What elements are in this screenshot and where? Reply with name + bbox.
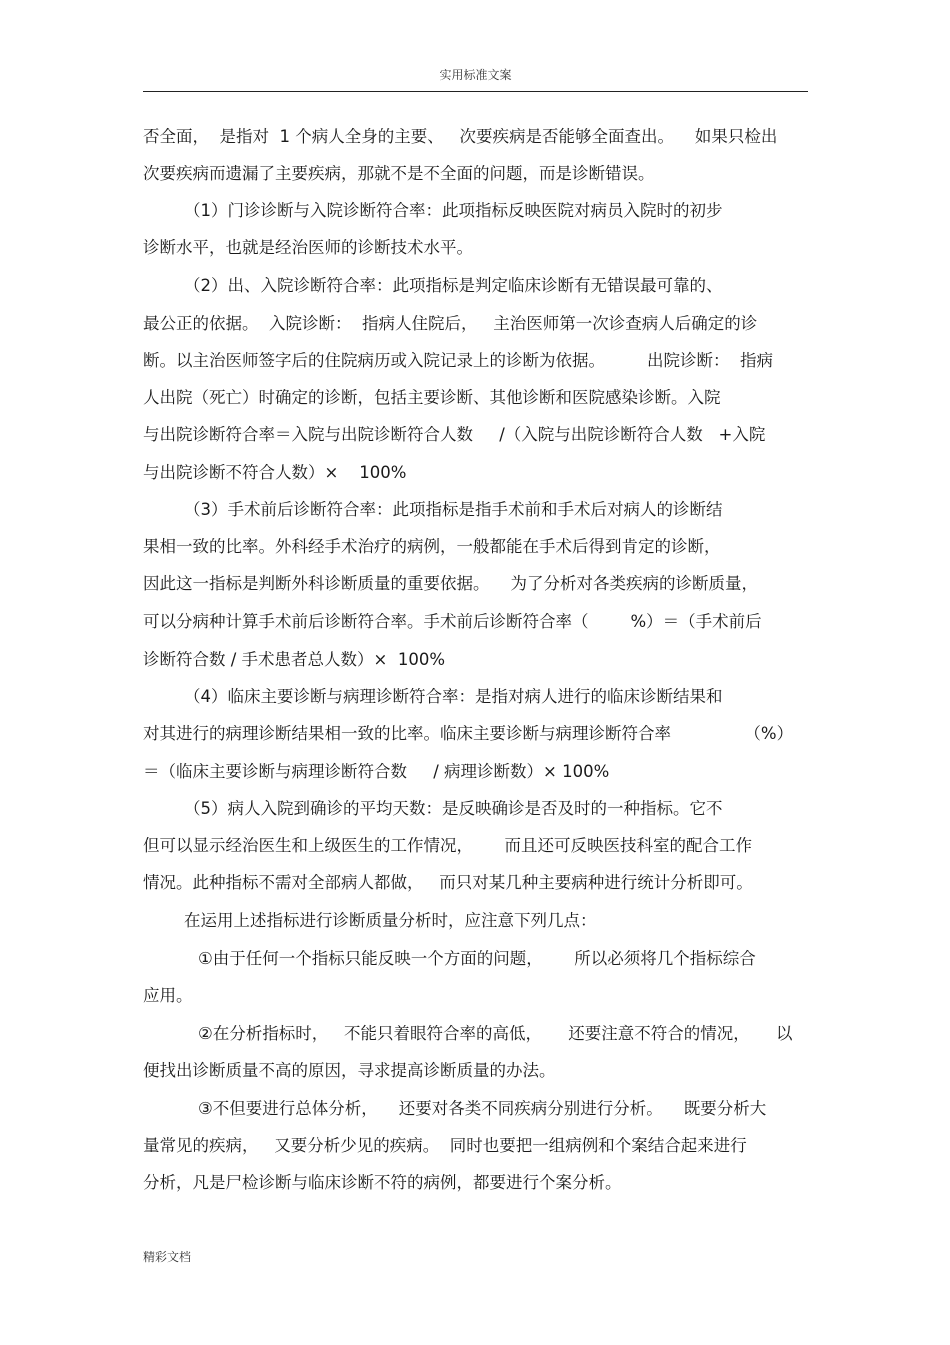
text-line: 可以分病种计算手术前后诊断符合率。手术前后诊断符合率（ %）＝（手术前后 — [143, 612, 762, 631]
text-line: （2）出、入院诊断符合率：此项指标是判定临床诊断有无错误最可靠的、 — [184, 276, 723, 295]
text-line: 应用。 — [143, 986, 193, 1005]
text-line: 因此这一指标是判断外科诊断质量的重要依据。 为了分析对各类疾病的诊断质量， — [143, 574, 758, 593]
page-footer: 精彩文档 — [143, 1250, 192, 1264]
text-line: （1）门诊诊断与入院诊断符合率：此项指标反映医院对病员入院时的初步 — [184, 201, 723, 220]
text-line: 人出院（死亡）时确定的诊断，包括主要诊断、其他诊断和医院感染诊断。入院 — [143, 388, 721, 407]
text-line: ①由于任何一个指标只能反映一个方面的问题， 所以必须将几个指标综合 — [198, 949, 756, 968]
text-line: 断。以主治医师签字后的住院病历或入院记录上的诊断为依据。 出院诊断： 指病 — [143, 351, 773, 370]
text-line: （3）手术前后诊断符合率：此项指标是指手术前和手术后对病人的诊断结 — [184, 500, 723, 519]
text-line: 最公正的依据。 入院诊断： 指病人住院后， 主治医师第一次诊查病人后确定的诊 — [143, 314, 758, 333]
text-line: 诊断符合数 / 手术患者总人数）× 100% — [143, 650, 446, 669]
text-line: 诊断水平，也就是经治医师的诊断技术水平。 — [143, 238, 473, 257]
text-line: 但可以显示经治医生和上级医生的工作情况， 而且还可反映医技科室的配合工作 — [143, 836, 752, 855]
text-line: 对其进行的病理诊断结果相一致的比率。临床主要诊断与病理诊断符合率 （%） — [143, 724, 794, 743]
text-line: 分析，凡是尸检诊断与临床诊断不符的病例，都要进行个案分析。 — [143, 1173, 622, 1192]
text-line: 便找出诊断质量不高的原因，寻求提高诊断质量的办法。 — [143, 1061, 556, 1080]
text-line: 与出院诊断不符合人数）× 100% — [143, 463, 407, 482]
text-line: 否全面， 是指对 1 个病人全身的主要、 次要疾病是否能够全面查出。 如果只检出 — [143, 127, 778, 146]
text-line: 在运用上述指标进行诊断质量分析时，应注意下列几点： — [184, 911, 597, 930]
text-line: （5）病人入院到确诊的平均天数：是反映确诊是否及时的一种指标。它不 — [184, 799, 723, 818]
page-header: 实用标准文案 — [439, 68, 512, 82]
text-line: 情况。此种指标不需对全部病人都做， 而只对某几种主要病种进行统计分析即可。 — [143, 873, 753, 892]
text-line: ＝（临床主要诊断与病理诊断符合数 / 病理诊断数）× 100% — [143, 762, 610, 781]
text-line: （4）临床主要诊断与病理诊断符合率：是指对病人进行的临床诊断结果和 — [184, 687, 723, 706]
text-line: 次要疾病而遗漏了主要疾病，那就不是不全面的问题，而是诊断错误。 — [143, 164, 655, 183]
header-divider — [143, 91, 808, 92]
text-line: 量常见的疾病， 又要分析少见的疾病。 同时也要把一组病例和个案结合起来进行 — [143, 1136, 747, 1155]
text-line: 果相一致的比率。外科经手术治疗的病例，一般都能在手术后得到肯定的诊断， — [143, 537, 721, 556]
text-line: ③不但要进行总体分析， 还要对各类不同疾病分别进行分析。 既要分析大 — [198, 1099, 767, 1118]
text-line: ②在分析指标时， 不能只着眼符合率的高低， 还要注意不符合的情况， 以 — [198, 1024, 793, 1043]
text-line: 与出院诊断符合率＝入院与出院诊断符合人数 /（入院与出院诊断符合人数 +入院 — [143, 425, 766, 444]
